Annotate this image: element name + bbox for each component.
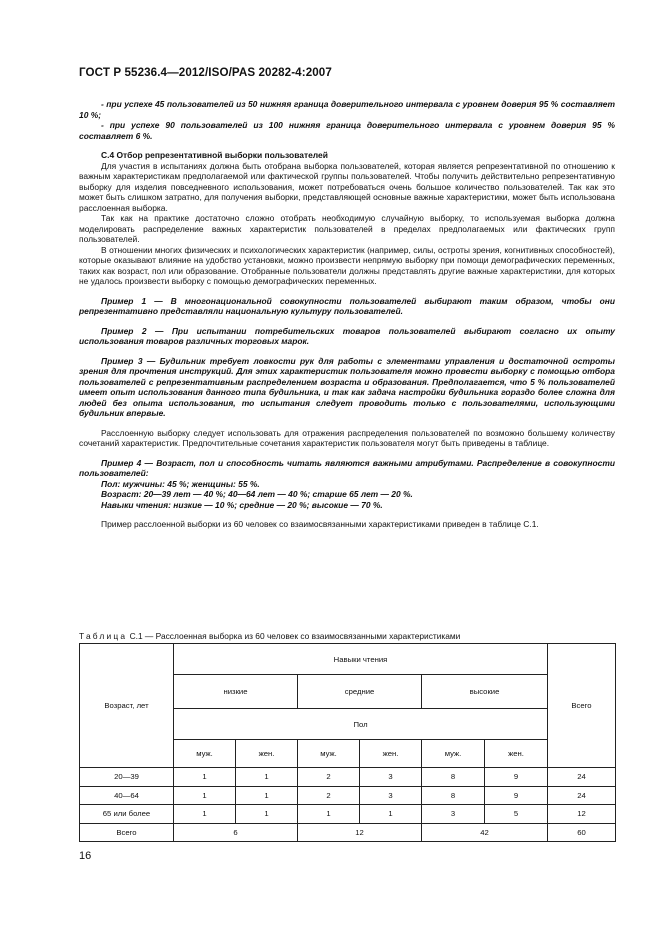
cell: 2	[298, 768, 360, 787]
table-row	[80, 768, 616, 787]
row-total: 12	[548, 805, 616, 824]
page-number: 16	[79, 850, 92, 862]
cell: 2	[298, 786, 360, 805]
cell: 3	[360, 786, 422, 805]
total-high: 42	[422, 823, 548, 842]
section-title: С.4 Отбор репрезентативной выборки пользователей	[101, 150, 328, 160]
example-4-age: Возраст: 20—39 лет — 40 %; 40—64 лет — 40 %; старше 65 лет — 20 %.	[101, 489, 413, 499]
example-3: Пример 3 — Будильник требует ловкости рук для работы с элементами управления и достаточной остроты зрения для прочтения инструкций. Для этих характеристик пользователя можно провести выборку с помощью отбора пользователей с репрезентативным распределением возраста и образования. Предполагается, что 5 % пользователей имеет опыт использования данного типа будильника, и так как задача настройки будильника гораздо более сложна для людей без опыта использования, то испытания следует проводить только с пользователями, использующими будильник впервые.	[79, 355, 615, 418]
example-1: Пример 1 — В многонациональной совокупности пользователей выбирают таким образом, чтобы они репрезентативно представляли национальную культуру пользователей.	[79, 295, 615, 316]
sex-male: муж.	[174, 740, 236, 768]
sex-male: муж.	[422, 740, 485, 768]
sex-female: жен.	[236, 740, 298, 768]
example-2: Пример 2 — При испытании потребительских товаров пользователей выбирают согласно их опыту использования товаров различных торговых марок.	[79, 325, 615, 346]
table-caption	[79, 631, 460, 641]
level-high: высокие	[422, 675, 548, 709]
row-age: 65 или более	[80, 805, 174, 824]
total-medium: 12	[298, 823, 422, 842]
level-medium: средние	[298, 675, 422, 709]
row-total: 24	[548, 786, 616, 805]
cell: 9	[485, 786, 548, 805]
cell: 3	[360, 768, 422, 787]
sex-female: жен.	[360, 740, 422, 768]
age-header: Возраст, лет	[80, 644, 174, 768]
cell: 8	[422, 768, 485, 787]
bullet-item: - при успехе 45 пользователей из 50 нижняя граница доверительного интервала с уровнем доверия 95 % составляет 10 %;	[79, 99, 615, 120]
example-4-sex: Пол: мужчины: 45 %; женщины: 55 %.	[101, 478, 260, 489]
grand-total: 60	[548, 823, 616, 842]
cell: 3	[422, 805, 485, 824]
document-header: ГОСТ Р 55236.4—2012/ISO/PAS 20282-4:2007	[79, 66, 332, 79]
cell: 1	[236, 768, 298, 787]
cell: 1	[174, 768, 236, 787]
stratified-sample-table	[79, 643, 616, 842]
row-age: 40—64	[80, 786, 174, 805]
cell: 9	[485, 768, 548, 787]
cell: 1	[174, 786, 236, 805]
table-row	[80, 805, 616, 824]
cell: 5	[485, 805, 548, 824]
table-caption-prefix: Таблица	[79, 631, 128, 641]
bullet-item: - при успехе 90 пользователей из 100 нижняя граница доверительного интервала с уровнем доверия 95 % составляет 6 %.	[79, 120, 615, 141]
paragraph: В отношении многих физических и психологических характеристик (например, силы, остроты зрения, когнитивных способностей), которые оказывают влияние на удобство установки, можно произвести непрямую выборку при помощи демографических переменных, таких как возраст, пол или образование. Отобранные пользователи должны представлять другие важные характеристики, для которых не удалось произвести выборку с помощью демографических переменных.	[79, 244, 615, 286]
row-total: 24	[548, 768, 616, 787]
cell: 1	[298, 805, 360, 824]
cell: 8	[422, 786, 485, 805]
paragraph: Так как на практике достаточно сложно отобрать необходимую случайную выборку, то используемая выборка должна моделировать распределение важных характеристик пользователей в пределах предполагаемых или фактических групп пользователей.	[79, 213, 615, 244]
total-low: 6	[174, 823, 298, 842]
sex-female: жен.	[485, 740, 548, 768]
paragraph: Пример расслоенной выборки из 60 человек со взаимосвязанными характеристиками приведен в таблице С.1.	[101, 519, 539, 529]
cell: 1	[236, 805, 298, 824]
sex-header: Пол	[174, 709, 548, 740]
cell: 1	[174, 805, 236, 824]
sex-male: муж.	[298, 740, 360, 768]
body-text	[79, 99, 615, 530]
totals-label: Всего	[80, 823, 174, 842]
paragraph: Для участия в испытаниях должна быть отобрана выборка пользователей, которая является репрезентативной по отношению к важным характеристикам предполагаемой или фактической группы пользователей. Чтобы получить действительно репрезентативную выборку для изделия повседневного использования, может потребоваться очень большое количество пользователей. Так как это может быть слишком затратно, для получения выборки, представляющей основные важные характеристики, может быть использована расслоенная выборка.	[79, 160, 615, 213]
paragraph: Расслоенную выборку следует использовать для отражения распределения пользователей по возможно большему количеству сочетаний характеристик. Предпочтительные сочетания характеристик пользователя могут быть приведены в таблице.	[79, 427, 615, 448]
row-age: 20—39	[80, 768, 174, 787]
table-row	[80, 786, 616, 805]
cell: 1	[236, 786, 298, 805]
table-totals-row	[80, 823, 616, 842]
example-4-reading: Навыки чтения: низкие — 10 %; средние — 20 %; высокие — 70 %.	[101, 499, 383, 510]
table-caption-text: С.1 — Расслоенная выборка из 60 человек со взаимосвязанными характеристиками	[127, 631, 461, 641]
total-header: Всего	[548, 644, 616, 768]
level-low: низкие	[174, 675, 298, 709]
reading-header: Навыки чтения	[174, 644, 548, 675]
cell: 1	[360, 805, 422, 824]
example-4-intro: Пример 4 — Возраст, пол и способность читать являются важными атрибутами. Распределение в совокупности пользователей:	[79, 457, 615, 478]
